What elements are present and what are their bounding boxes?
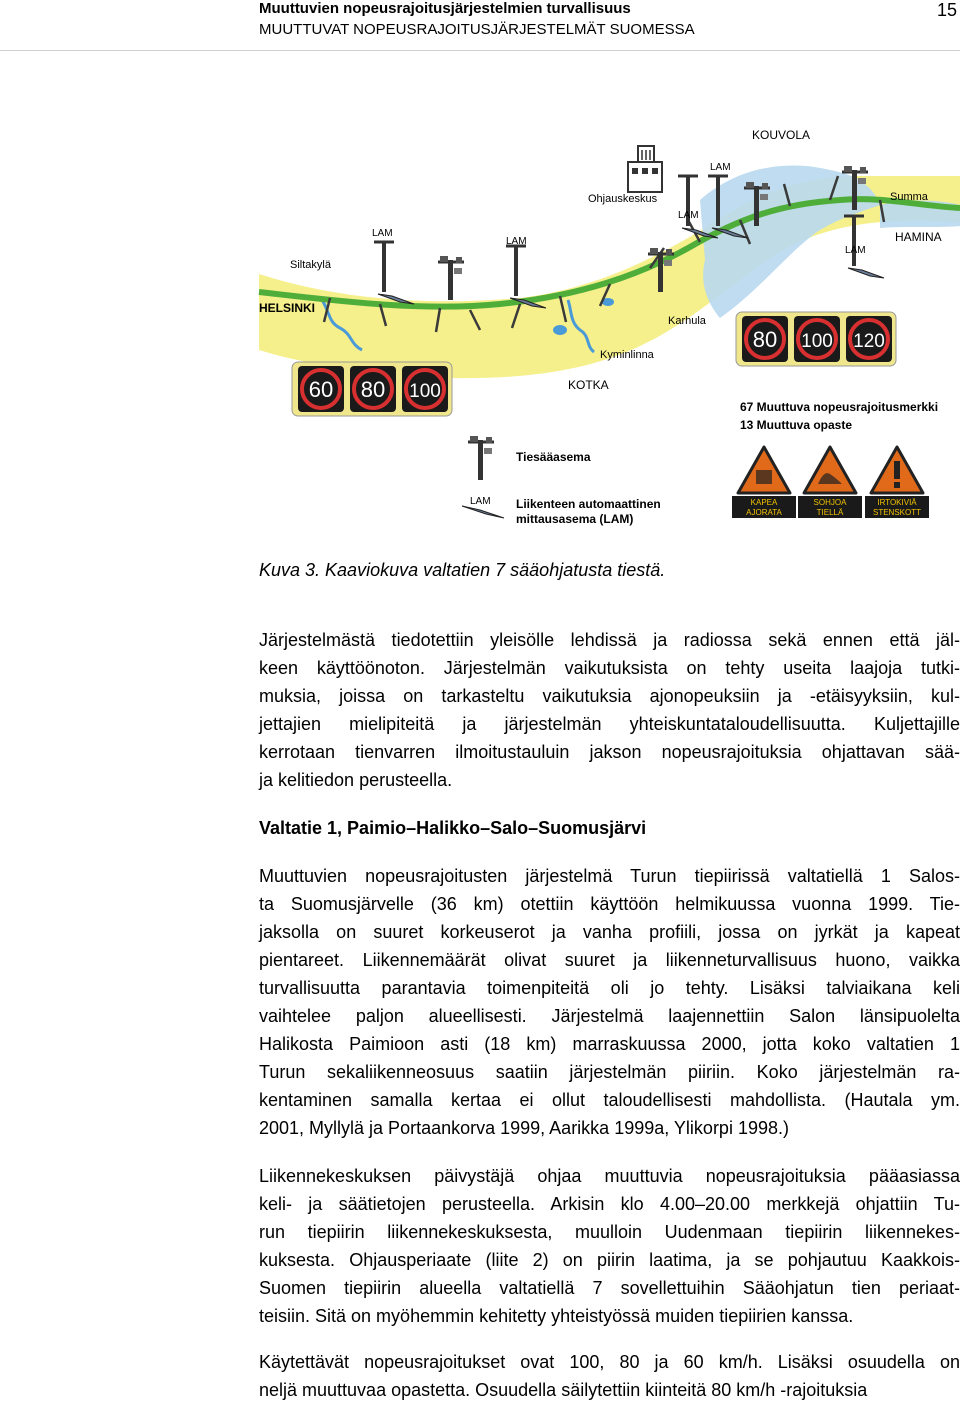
speed-sign-panel-right <box>736 312 896 366</box>
speed-value: 120 <box>853 331 885 352</box>
label-karhula: Karhula <box>668 315 706 327</box>
paragraph-4 <box>259 1348 960 1404</box>
speed-value: 80 <box>360 377 386 402</box>
warning-sign-slush <box>798 447 862 518</box>
legend-lam-line1: Liikenteen automaattinen <box>516 497 661 511</box>
text-line: pientareet. Liikennemäärät olivat suuret ja liikenneturvallisuus huono, vaikka <box>259 950 960 970</box>
label-kouvola: KOUVOLA <box>752 128 811 142</box>
legend-weather-station-icon <box>468 436 494 480</box>
warning-text-2a: SOHJOA <box>813 498 847 507</box>
text-line: jaksolla on suuret korkeuserot ja vanha profiili, jossa on jyrkät ja kapeat <box>259 922 960 942</box>
text-line: teisiin. Sitä on myöhemmin kehitetty yhteistyössä muiden tiepiirien kanssa. <box>259 1306 854 1326</box>
paragraph-1 <box>259 626 960 794</box>
paragraph-2 <box>259 862 960 1142</box>
control-centre-icon <box>628 146 662 192</box>
figure-caption: Kuva 3. Kaaviokuva valtatien 7 sääohjatusta tiestä. <box>259 560 666 580</box>
text-line: keli- ja säätietojen perusteella. Arkisin klo 4.00–20.00 merkkejä ohjattiin Tu- <box>259 1194 960 1214</box>
text-line: keen käyttöönoton. Järjestelmän vaikutuksista on tehty useita laajoja tutki- <box>259 658 960 678</box>
text-line: muksia, joissa on tarkasteltu vaikutuksia ajonopeuksiin ja -etäisyyksiin, kul- <box>259 686 960 706</box>
warning-text-3a: IRTOKIVIÄ <box>877 498 917 507</box>
speed-sign-panel-left <box>292 362 452 416</box>
lam-label: LAM <box>372 228 393 239</box>
label-kotka: KOTKA <box>568 378 609 392</box>
warning-sign-narrow-road <box>732 447 796 518</box>
label-ohjauskeskus: Ohjauskeskus <box>588 193 658 205</box>
label-hamina: HAMINA <box>895 230 942 244</box>
paragraph-3 <box>259 1162 960 1330</box>
warning-text-3b: STENSKOTT <box>872 508 922 517</box>
legend-lam-line2: mittausasema (LAM) <box>516 512 634 526</box>
text-line: Turun sekaliikenneosuus saatiin järjestelmän piiriin. Koko järjestelmän ra- <box>259 1062 960 1082</box>
text-line: ta Suomusjärvelle (36 km) otettiin käyttöön helmikuussa vuonna 1999. Tie- <box>259 894 960 914</box>
text-line: Suomen tiepiirin alueella valtatiellä 7 sovellettuihin Sääohjatun tien periaat- <box>259 1278 960 1298</box>
text-line: 2001, Myllylä ja Portaankorva 1999, Aarikka 1999a, Ylikorpi 1998.) <box>259 1118 789 1138</box>
text-line: kuksesta. Ohjausperiaate (liite 2) on piirin laatima, ja se pohjautuu Kaakkois- <box>259 1250 960 1270</box>
legend-lam-icon <box>462 506 504 518</box>
label-helsinki: HELSINKI <box>259 301 316 315</box>
text-line: kentaminen samalla kertaa ei ollut taloudellisesti mahdollista. (Hautala ym. <box>259 1090 960 1110</box>
speed-value: 100 <box>409 381 441 402</box>
legend-weather-station: Tiesääasema <box>516 450 591 464</box>
label-summa: Summa <box>890 191 928 203</box>
text-line: Liikennekeskuksen päivystäjä ohjaa muuttuvia nopeusrajoituksia pääasiassa <box>259 1166 960 1186</box>
lam-label: LAM <box>506 236 527 247</box>
text-line: Halikosta Paimioon asti (18 km) marraskuussa 2000, jotta koko valtatien 1 <box>259 1034 960 1054</box>
running-subtitle: MUUTTUVAT NOPEUSRAJOITUSJÄRJESTELMÄT SUOMESSA <box>259 21 695 38</box>
text-line: jettajien mielipiteitä ja järjestelmän yhteiskuntataloudellisuutta. Kuljettajille <box>259 714 960 734</box>
warning-text-1b: AJORATA <box>746 508 782 517</box>
lam-station-icon <box>374 242 414 304</box>
count-speed-signs: 67 Muuttuva nopeusrajoitusmerkki <box>740 400 939 414</box>
count-info-signs: 13 Muuttuva opaste <box>740 418 853 432</box>
text-line: turvallisuutta parantavia toimenpiteitä oli jo tehty. Lisäksi talviaikana keli <box>259 978 960 998</box>
speed-value: 60 <box>308 377 334 402</box>
warning-sign-loose-stones <box>865 447 929 518</box>
text-line: ja kelitiedon perusteella. <box>259 770 453 790</box>
text-line: vaihtelee paljon alueellisesti. Järjestelmä laajennettiin Salon länsipuolelta <box>259 1006 960 1026</box>
section-heading: Valtatie 1, Paimio–Halikko–Salo–Suomusjärvi <box>259 818 647 838</box>
speed-value: 80 <box>752 327 778 352</box>
page-number: 15 <box>937 0 958 20</box>
running-title: Muuttuvien nopeusrajoitusjärjestelmien turvallisuus <box>259 0 631 17</box>
warning-text-1a: KAPEA <box>750 498 778 507</box>
text-line: kerrotaan tienvarren ilmoitustauluin jakson nopeusrajoituksia ohjattavan sää- <box>259 742 960 762</box>
page-header <box>0 0 960 51</box>
weather-station-icon <box>438 256 464 300</box>
text-line: neljä muuttuvaa opastetta. Osuudella säilytettiin kiinteitä 80 km/h -rajoituksia <box>259 1380 868 1400</box>
text-line: run tiepiirin liikennekeskuksesta, muulloin Uudenmaan tiepiirin liikennekes- <box>259 1222 960 1242</box>
lam-label: LAM <box>710 162 731 173</box>
legend-lam-tag: LAM <box>470 496 491 507</box>
label-kyminlinna: Kyminlinna <box>600 349 654 361</box>
lam-label: LAM <box>678 210 699 221</box>
speed-value: 100 <box>801 331 833 352</box>
text-line: Käytettävät nopeusrajoitukset ovat 100, 80 ja 60 km/h. Lisäksi osuudella on <box>259 1352 960 1372</box>
label-siltakyla: Siltakylä <box>290 259 331 271</box>
text-line: Muuttuvien nopeusrajoitusten järjestelmä Turun tiepiirissä valtatiellä 1 Salos- <box>259 866 960 886</box>
text-line: Järjestelmästä tiedotettiin yleisölle lehdissä ja radiossa sekä ennen että jäl- <box>259 630 960 650</box>
warning-text-2b: TIELLÄ <box>816 508 844 517</box>
highway-7-diagram <box>0 52 960 532</box>
lam-label: LAM <box>845 245 866 256</box>
